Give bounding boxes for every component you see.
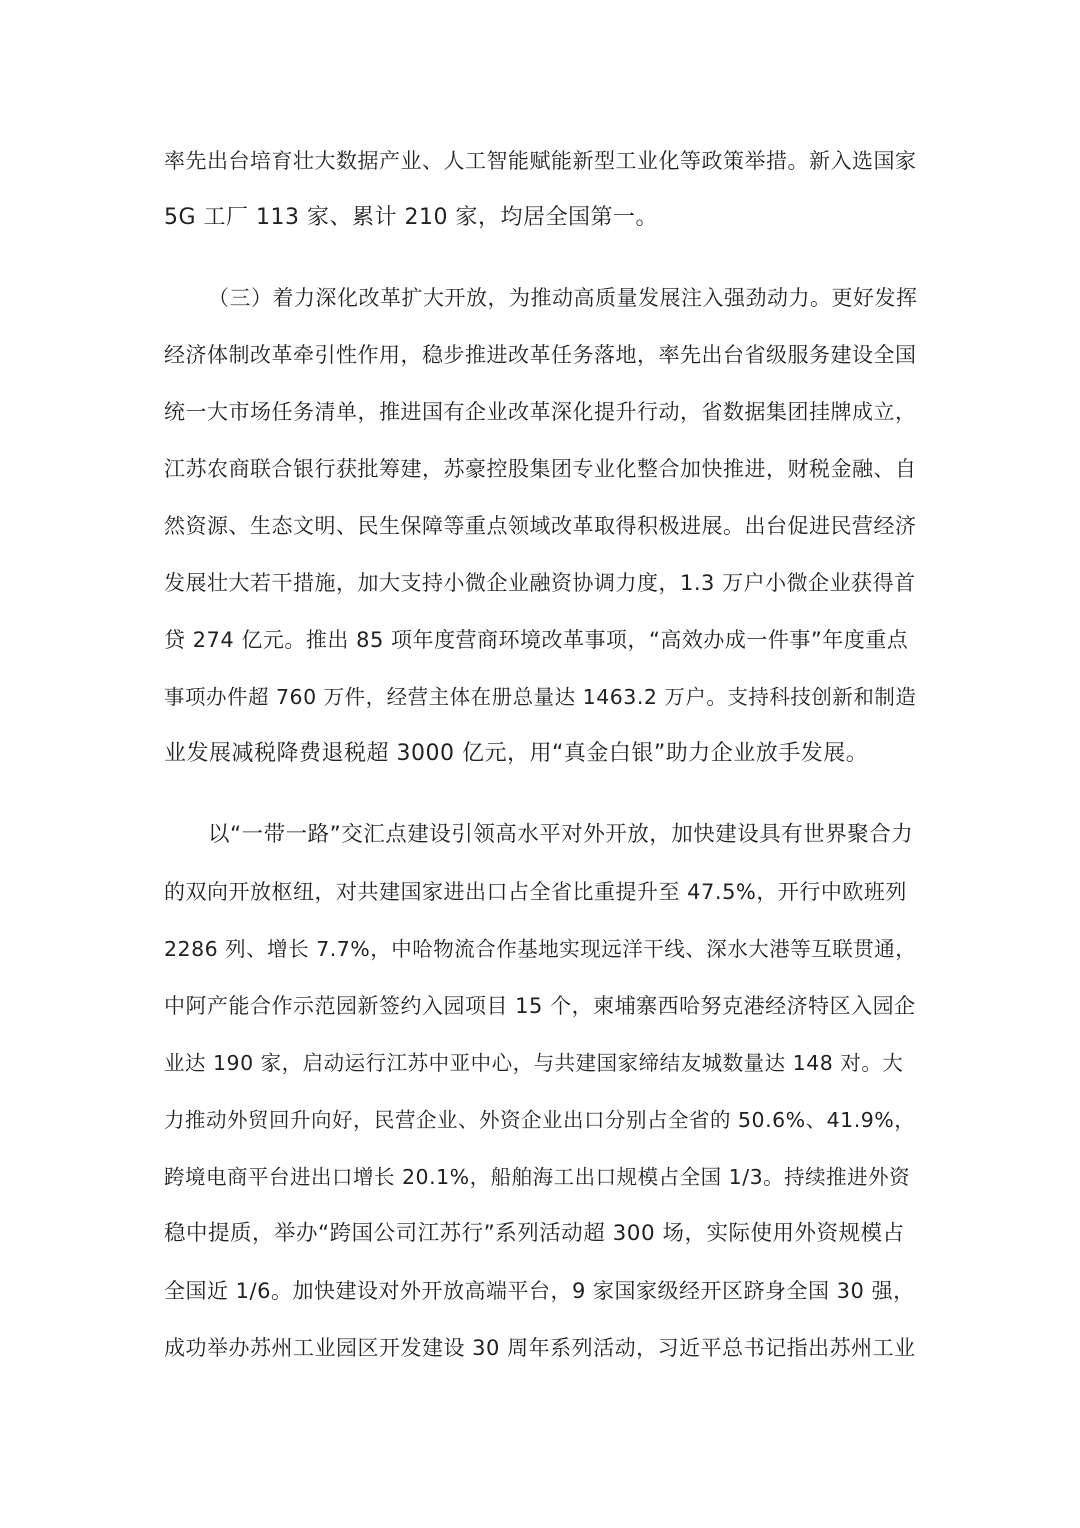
paragraph-3-line-1: 以“一带一路”交汇点建设引领高水平对外开放，加快建设具有世界聚合力 <box>208 822 914 847</box>
paragraph-3-line-3: 2286 列、增长 7.7%，中哈物流合作基地实现远洋干线、深水大港等互联贯通， <box>164 937 917 961</box>
paragraph-2-line-2: 经济体制改革牵引性作用，稳步推进改革任务落地，率先出台省级服务建设全国 <box>164 343 917 367</box>
paragraph-2-line-9: 业发展减税降费退税超 3000 亿元，用“真金白银”助力企业放手发展。 <box>164 741 869 766</box>
paragraph-3-line-2: 的双向开放枢纽，对共建国家进出口占全省比重提升至 47.5%，开行中欧班列 <box>164 880 907 904</box>
paragraph-3-line-5: 业达 190 家，启动运行江苏中亚中心，与共建国家缔结友城数量达 148 对。大 <box>164 1051 904 1075</box>
paragraph-2-line-7: 贷 274 亿元。推出 85 项年度营商环境改革事项，“高效办成一件事”年度重点 <box>164 628 909 652</box>
paragraph-3-line-9: 全国近 1/6。加快建设对外开放高端平台，9 家国家级经开区跻身全国 30 强， <box>164 1279 915 1303</box>
paragraph-1-line-1: 率先出台培育壮大数据产业、人工智能赋能新型工业化等政策举措。新入选国家 <box>164 149 917 173</box>
paragraph-2-line-8: 事项办件超 760 万件，经营主体在册总量达 1463.2 万户。支持科技创新和制造 <box>164 685 917 709</box>
paragraph-2-line-6: 发展壮大若干措施，加大支持小微企业融资协调力度，1.3 万户小微企业获得首 <box>164 571 916 595</box>
paragraph-3-line-8: 稳中提质，举办“跨国公司江苏行”系列活动超 300 场，实际使用外资规模占 <box>164 1221 905 1246</box>
paragraph-3-line-7: 跨境电商平台进出口增长 20.1%，船舶海工出口规模占全国 1/3。持续推进外资 <box>164 1165 911 1189</box>
paragraph-2-line-1: （三）着力深化改革扩大开放，为推动高质量发展注入强劲动力。更好发挥 <box>208 286 918 310</box>
paragraph-2-line-5: 然资源、生态文明、民生保障等重点领域改革取得积极进展。出台促进民营经济 <box>164 514 917 538</box>
paragraph-3-line-4: 中阿产能合作示范园新签约入园项目 15 个，柬埔寨西哈努克港经济特区入园企 <box>164 994 916 1018</box>
paragraph-3-line-10: 成功举办苏州工业园区开发建设 30 周年系列活动，习近平总书记指出苏州工业 <box>164 1336 916 1360</box>
paragraph-2-line-3: 统一大市场任务清单，推进国有企业改革深化提升行动，省数据集团挂牌成立， <box>164 400 917 424</box>
paragraph-2-line-4: 江苏农商联合银行获批筹建，苏豪控股集团专业化整合加快推进，财税金融、自 <box>164 457 917 481</box>
paragraph-1-line-2: 5G 工厂 113 家、累计 210 家，均居全国第一。 <box>164 205 658 230</box>
paragraph-3-line-6: 力推动外贸回升向好，民营企业、外资企业出口分别占全省的 50.6%、41.9%， <box>164 1108 916 1132</box>
